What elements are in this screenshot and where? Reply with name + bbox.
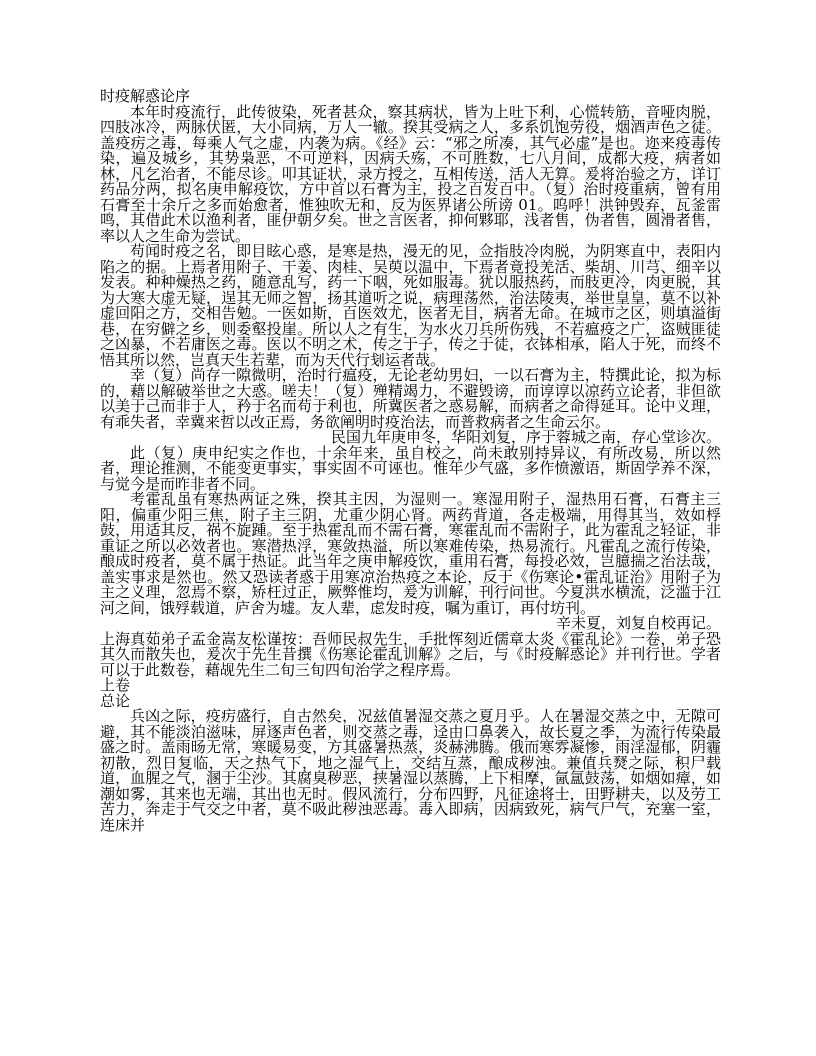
disciple-note: 上海真茹弟子孟金嵩友松谨按：吾师民叔先生，手批恽刻近儒章太炎《霍乱论》一卷，弟子恐其久而散失也，爰次于先生昔撰《伤寒论霍乱训解》之后，与《时疫解惑论》并刊行世。学者可以于此数卷，藉觇先生二旬三旬四旬治学之程序焉。 [100,629,721,679]
preface-paragraph-2: 苟闻时疫之名，即目眩心惑，是寒是热，漫无的见，佥指肢冷肉脱，为阴寒直中，表阳内陷之的据。上焉者用附子、干姜、肉桂、吴萸以温中，下焉者竟投羌活、柴胡、川芎、细辛以发表。种种燥热之药，随意乱写，药一下咽，死如服毒。犹以服热药，而肢更冷，肉更脱，其为大寒大虚无疑，逞其无师之智，扬其道听之说，病理荡然，治法陵夷，举世皇皇，莫不以补虚回阳之方，交相告勉。一医如斯，百医效尤，医者无目，病者无命。在城市之区，则填溢街巷，在穷僻之乡，则委壑投崖。所以人之有生，为水火刀兵所伤残，不若瘟疫之广，盗贼匪徒之凶暴，不若庸医之毒。医以不明之术，传之于子，传之于徒，衣钵相承，陷人于死，而终不悟其所以然，岂真天生若辈，而为天代行刬运者哉。 [100,242,721,369]
volume-heading: 上卷 [100,676,131,694]
postscript-paragraph-1: 此（复）庚申纪实之作也，十余年来，虽自校之，尚未敢别持异议，有所改易，所以然者，理论推测，不能变更事实，事实固不可诬也。惟年少气盛，多作愤激语，斯固学养不深，与觉今是而昨非者不同。 [100,443,721,493]
postscript-author-signature: 辛未夏，刘复自校再记。 [555,614,721,632]
general-discussion-paragraph: 兵凶之际，疫疠盛行，自古然矣，况兹值暑湿交蒸之夏月乎。人在暑湿交蒸之中，无隙可避，其不能淡泊滋味，屏逐声色者，则交蒸之毒，迳由口鼻袭入，故长夏之季，为流行传染最盛之时。盖雨旸无常，寒暖易变，方其盛暑热蒸，炎赫沸腾。俄而寒雰凝惨，雨淫湿郁，阴霾初散，烈日复临，天之热气下，地之湿气上，交结互蒸，酿成秽浊。兼值兵燹之际，积尸载道，血腥之气，溷于尘沙。其腐臭秽恶，挟暑湿以蒸腾，上下相摩，氤氲鼓荡，如烟如瘴，如潮如雾，其来也无端，其出也无时。假风流行，分布四野，凡征途将士，田野耕夫，以及劳工苦力，奔走于气交之中者，莫不吸此秽浊恶毒。毒入即病，因病致死，病气尸气，充塞一室，连床并 [100,707,721,834]
preface-paragraph-1: 本年时疫流行，此传彼染，死者甚众，察其病状，皆为上吐下利，心慌转筋，音哑肉脱，四肢冰冷，两脉伏匿，大小同病，万人一辙。揆其受病之人，多系饥饱劳役，烟酒声色之徒。盖疫疠之毒，每乘人气之虚，内袭为病。《经》云：“邪之所凑，其气必虚”是也。迩来疫毒传染，遍及城乡，其势枭恶，不可逆料，因病夭殇，不可胜数，七八月间，成都大疫，病者如林，凡乞治者，不能尽诊。叩其证状，录方授之，互相传送，活人无算。爰将治验之方，详订药品分两，拟名庚申解疫饮，方中首以石膏为主，投之百发百中。（复）治时疫重病，曾有用石膏至十余斤之多而始愈者，惟独吹无和，反为医界诸公所谤 01。呜呼！洪钟毁弃，瓦釜雷鸣，其借此术以渔利者，匪伊朝夕矣。世之言医者，抑何夥耶，浅者售，伪者售，圆滑者售，率以人之生命为尝试。 [100,102,721,245]
section-heading: 总论 [100,691,131,710]
preface-date-signature: 民国九年庚申冬，华阳刘复，序于蓉城之南，存心堂诊次。 [330,428,721,446]
postscript-paragraph-2: 考霍乱虽有寒热两证之殊，揆其主因，为湿则一。寒湿用附子，湿热用石膏，石膏主三阳，偏重少阳三焦，附子主三阴，尤重少阴心肾。两药背道，各走极端，用得其当，效如桴鼓，用适其反，祸不旋踵。至于热霍乱而不需石膏，寒霍乱而不需附子，此为霍乱之轻证，非重证之所以必效者也。寒潜热浮，寒敛热溢，所以寒难传染，热易流行。凡霍乱之流行传染，酿成时疫者，莫不属于热证。此当年之庚申解疫饮，重用石膏，每投必效，岂臆揣之治法哉，盖实事求是然也。然又恐读者惑于用寒凉治热疫之本论，反于《伤寒论•霍乱证治》用附子为主之义理，忽焉不察，矫枉过正，厥弊惟均，爰为训解，刊行问世。今夏洪水横流，泛滥于江河之间，饿殍载道，庐舍为墟。友人辈，虑发时疫，嘱为重订，再付坊刊。 [100,490,721,617]
document-content [100,89,721,833]
document-title: 时疫解惑论序 [100,87,191,105]
preface-paragraph-3: 幸（复）尚存一隙微明，治时行瘟疫，无论老幼男妇，一以石膏为主，特撰此论，拟为标的，藉以解破举世之大惑。嗟夫！（复）殚精竭力，不避毁谤，而谆谆以凉药立论者，非但欲以美于己而非于人，矜于名而苟于利也，所冀医者之惑易解，而病者之命得延耳。论中义理，有乖失者，幸冀来哲以改正焉，务欲阐明时疫治法，而普救病者之生命云尔。 [100,366,721,431]
